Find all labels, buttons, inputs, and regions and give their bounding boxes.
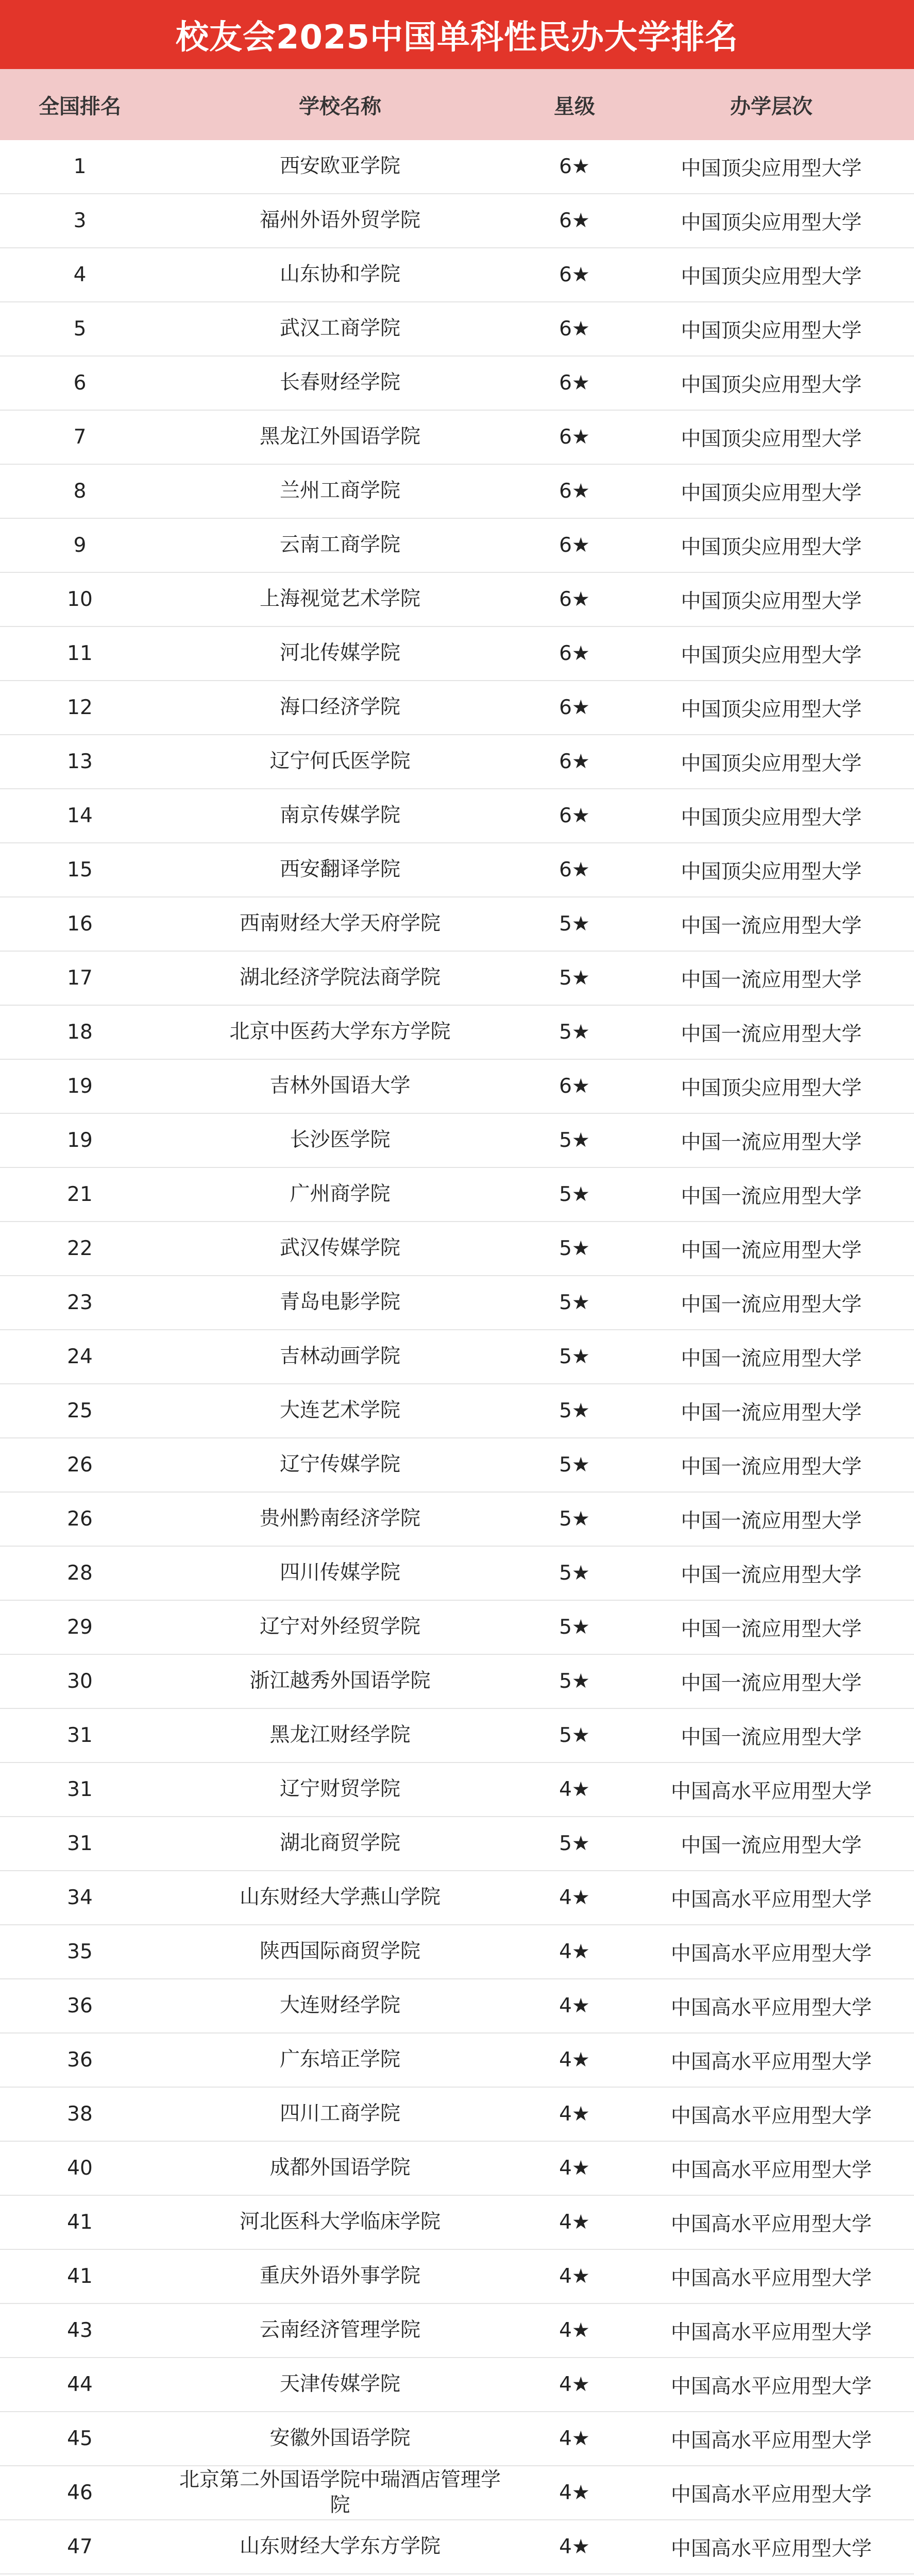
level-cell: 中国顶尖应用型大学 bbox=[681, 643, 862, 667]
rank-cell: 44 bbox=[67, 2373, 93, 2396]
rank-cell: 47 bbox=[67, 2535, 93, 2558]
rank-cell: 23 bbox=[67, 1291, 93, 1314]
school-name-cell: 武汉传媒学院 bbox=[279, 1236, 400, 1260]
level-cell: 中国高水平应用型大学 bbox=[670, 2537, 872, 2561]
star-level-cell: 5★ bbox=[559, 912, 590, 936]
school-name-cell: 四川传媒学院 bbox=[279, 1561, 400, 1585]
page-title: 校友会2025中国单科性民办大学排名 bbox=[0, 0, 914, 69]
school-name-cell: 浙江越秀外国语学院 bbox=[249, 1669, 431, 1693]
level-cell: 中国顶尖应用型大学 bbox=[681, 535, 862, 559]
star-level-cell: 6★ bbox=[559, 263, 590, 286]
rank-cell: 18 bbox=[67, 1021, 93, 1044]
level-cell: 中国高水平应用型大学 bbox=[670, 1942, 872, 1965]
star-level-cell: 5★ bbox=[559, 1562, 590, 1585]
star-level-cell: 5★ bbox=[559, 1724, 590, 1747]
table-row bbox=[0, 2088, 914, 2142]
level-cell: 中国一流应用型大学 bbox=[681, 1347, 862, 1370]
table-row bbox=[0, 2358, 914, 2412]
table-row bbox=[0, 2250, 914, 2304]
school-name-cell: 广东培正学院 bbox=[279, 2048, 400, 2072]
star-level-cell: 6★ bbox=[559, 371, 590, 395]
school-name-cell: 安徽外国语学院 bbox=[269, 2427, 411, 2450]
school-name-cell: 兰州工商学院 bbox=[279, 479, 400, 503]
school-name-cell: 海口经济学院 bbox=[279, 696, 400, 719]
rank-cell: 36 bbox=[67, 2048, 93, 2072]
level-cell: 中国顶尖应用型大学 bbox=[681, 481, 862, 505]
star-level-cell: 5★ bbox=[559, 967, 590, 990]
school-name-cell: 北京第二外国语学院中瑞酒店管理学院 bbox=[179, 2468, 501, 2517]
school-name-cell: 长沙医学院 bbox=[290, 1128, 391, 1152]
table-row bbox=[0, 411, 914, 465]
school-name-cell: 湖北商贸学院 bbox=[279, 1832, 400, 1855]
table-row bbox=[0, 519, 914, 573]
star-level-cell: 4★ bbox=[559, 2265, 590, 2288]
rank-cell: 28 bbox=[67, 1562, 93, 1585]
star-level-cell: 6★ bbox=[559, 480, 590, 503]
level-cell: 中国顶尖应用型大学 bbox=[681, 1076, 862, 1100]
table-row bbox=[0, 140, 914, 194]
school-name-cell: 湖北经济学院法商学院 bbox=[239, 966, 441, 990]
star-level-cell: 5★ bbox=[559, 1345, 590, 1368]
rank-cell: 21 bbox=[67, 1183, 93, 1206]
rank-cell: 43 bbox=[67, 2319, 93, 2342]
school-name-cell: 云南经济管理学院 bbox=[259, 2318, 420, 2342]
table-row bbox=[0, 1060, 914, 1114]
level-cell: 中国高水平应用型大学 bbox=[670, 2104, 872, 2128]
table-row bbox=[0, 1114, 914, 1168]
table-row bbox=[0, 1817, 914, 1871]
rank-cell: 34 bbox=[67, 1886, 93, 1909]
level-cell: 中国一流应用型大学 bbox=[681, 1130, 862, 1154]
rank-cell: 15 bbox=[67, 858, 93, 882]
rank-cell: 1 bbox=[73, 155, 87, 178]
level-cell: 中国高水平应用型大学 bbox=[670, 2483, 872, 2506]
star-level-cell: 5★ bbox=[559, 1453, 590, 1477]
ranking-table-body bbox=[0, 140, 914, 2576]
rank-cell: 12 bbox=[67, 696, 93, 719]
rank-cell: 7 bbox=[73, 426, 87, 449]
table-row bbox=[0, 2196, 914, 2250]
star-level-cell: 4★ bbox=[559, 2103, 590, 2126]
star-level-cell: 6★ bbox=[559, 209, 590, 232]
level-cell: 中国一流应用型大学 bbox=[681, 1725, 862, 1749]
school-name-cell: 北京中医药大学东方学院 bbox=[229, 1020, 451, 1044]
star-level-cell: 6★ bbox=[559, 317, 590, 341]
rank-cell: 22 bbox=[67, 1237, 93, 1260]
table-row bbox=[0, 2142, 914, 2196]
school-name-cell: 吉林动画学院 bbox=[279, 1345, 400, 1368]
header-level: 办学层次 bbox=[730, 94, 813, 118]
star-level-cell: 5★ bbox=[559, 1507, 590, 1531]
table-row bbox=[0, 194, 914, 248]
table-row bbox=[0, 1384, 914, 1438]
table-row bbox=[0, 248, 914, 302]
school-name-cell: 山东财经大学燕山学院 bbox=[239, 1886, 441, 1909]
star-level-cell: 4★ bbox=[559, 2373, 590, 2396]
table-row bbox=[0, 897, 914, 952]
rank-cell: 31 bbox=[67, 1832, 93, 1855]
star-level-cell: 4★ bbox=[559, 1940, 590, 1963]
table-row bbox=[0, 1871, 914, 1925]
rank-cell: 38 bbox=[67, 2103, 93, 2126]
rank-cell: 19 bbox=[67, 1129, 93, 1152]
rank-cell: 9 bbox=[73, 534, 87, 557]
school-name-cell: 黑龙江财经学院 bbox=[269, 1723, 411, 1747]
table-row bbox=[0, 302, 914, 357]
level-cell: 中国一流应用型大学 bbox=[681, 1184, 862, 1208]
school-name-cell: 西南财经大学天府学院 bbox=[239, 912, 441, 936]
level-cell: 中国高水平应用型大学 bbox=[670, 1888, 872, 1911]
level-cell: 中国高水平应用型大学 bbox=[670, 2050, 872, 2074]
rank-cell: 30 bbox=[67, 1670, 93, 1693]
rank-cell: 10 bbox=[67, 588, 93, 611]
star-level-cell: 5★ bbox=[559, 1237, 590, 1260]
level-cell: 中国高水平应用型大学 bbox=[670, 2158, 872, 2182]
level-cell: 中国顶尖应用型大学 bbox=[681, 157, 862, 180]
rank-cell: 19 bbox=[67, 1075, 93, 1098]
star-level-cell: 6★ bbox=[559, 696, 590, 719]
star-level-cell: 5★ bbox=[559, 1183, 590, 1206]
level-cell: 中国高水平应用型大学 bbox=[670, 2375, 872, 2398]
school-name-cell: 陕西国际商贸学院 bbox=[259, 1940, 420, 1963]
rank-cell: 14 bbox=[67, 804, 93, 827]
table-row bbox=[0, 1222, 914, 1276]
rank-cell: 31 bbox=[67, 1778, 93, 1801]
level-cell: 中国一流应用型大学 bbox=[681, 1509, 862, 1533]
school-name-cell: 西安欧亚学院 bbox=[279, 155, 400, 178]
rank-cell: 3 bbox=[73, 209, 87, 232]
star-level-cell: 4★ bbox=[559, 2535, 590, 2558]
star-level-cell: 5★ bbox=[559, 1399, 590, 1422]
star-level-cell: 6★ bbox=[559, 858, 590, 882]
rank-cell: 46 bbox=[67, 2481, 93, 2504]
table-row bbox=[0, 627, 914, 681]
rank-cell: 41 bbox=[67, 2265, 93, 2288]
rank-cell: 31 bbox=[67, 1724, 93, 1747]
star-level-cell: 6★ bbox=[559, 804, 590, 827]
level-cell: 中国顶尖应用型大学 bbox=[681, 265, 862, 289]
rank-cell: 17 bbox=[67, 967, 93, 990]
school-name-cell: 云南工商学院 bbox=[279, 533, 400, 557]
level-cell: 中国高水平应用型大学 bbox=[670, 2429, 872, 2452]
school-name-cell: 河北医科大学临床学院 bbox=[239, 2210, 441, 2234]
level-cell: 中国一流应用型大学 bbox=[681, 968, 862, 992]
table-row bbox=[0, 357, 914, 411]
school-name-cell: 辽宁财贸学院 bbox=[279, 1777, 400, 1801]
star-level-cell: 6★ bbox=[559, 1075, 590, 1098]
star-level-cell: 5★ bbox=[559, 1021, 590, 1044]
school-name-cell: 辽宁对外经贸学院 bbox=[259, 1615, 420, 1639]
star-level-cell: 4★ bbox=[559, 2427, 590, 2450]
school-name-cell: 青岛电影学院 bbox=[279, 1291, 400, 1314]
school-name-cell: 武汉工商学院 bbox=[279, 317, 400, 341]
school-name-cell: 广州商学院 bbox=[290, 1182, 391, 1206]
rank-cell: 24 bbox=[67, 1345, 93, 1368]
level-cell: 中国顶尖应用型大学 bbox=[681, 319, 862, 343]
table-row bbox=[0, 465, 914, 519]
school-name-cell: 大连财经学院 bbox=[279, 1994, 400, 2018]
star-level-cell: 4★ bbox=[559, 2048, 590, 2072]
table-row bbox=[0, 843, 914, 897]
rank-cell: 26 bbox=[67, 1507, 93, 1531]
table-row bbox=[0, 2033, 914, 2088]
level-cell: 中国一流应用型大学 bbox=[681, 1455, 862, 1479]
level-cell: 中国顶尖应用型大学 bbox=[681, 427, 862, 451]
table-row bbox=[0, 1006, 914, 1060]
level-cell: 中国一流应用型大学 bbox=[681, 1563, 862, 1587]
school-name-cell: 上海视觉艺术学院 bbox=[259, 587, 420, 611]
level-cell: 中国一流应用型大学 bbox=[681, 1401, 862, 1425]
star-level-cell: 4★ bbox=[559, 1886, 590, 1909]
rank-cell: 4 bbox=[73, 263, 87, 286]
table-row bbox=[0, 1763, 914, 1817]
table-row bbox=[0, 1276, 914, 1330]
table-row bbox=[0, 2304, 914, 2358]
table-row bbox=[0, 2520, 914, 2574]
star-level-cell: 4★ bbox=[559, 2481, 590, 2504]
table-row bbox=[0, 789, 914, 843]
rank-cell: 36 bbox=[67, 1994, 93, 2018]
star-level-cell: 4★ bbox=[559, 2211, 590, 2234]
star-level-cell: 6★ bbox=[559, 642, 590, 665]
header-name: 学校名称 bbox=[299, 94, 381, 118]
level-cell: 中国一流应用型大学 bbox=[681, 1293, 862, 1316]
level-cell: 中国高水平应用型大学 bbox=[670, 2320, 872, 2344]
rank-cell: 40 bbox=[67, 2157, 93, 2180]
table-header bbox=[0, 69, 914, 140]
table-row bbox=[0, 1438, 914, 1493]
header-rank: 全国排名 bbox=[39, 94, 121, 118]
star-level-cell: 6★ bbox=[559, 588, 590, 611]
table-row bbox=[0, 1601, 914, 1655]
rank-cell: 29 bbox=[67, 1616, 93, 1639]
level-cell: 中国一流应用型大学 bbox=[681, 1671, 862, 1695]
level-cell: 中国一流应用型大学 bbox=[681, 1834, 862, 1857]
table-row bbox=[0, 1979, 914, 2033]
star-level-cell: 6★ bbox=[559, 426, 590, 449]
star-level-cell: 5★ bbox=[559, 1832, 590, 1855]
rank-cell: 13 bbox=[67, 750, 93, 773]
table-row bbox=[0, 1925, 914, 1979]
header-stars: 星级 bbox=[554, 94, 595, 118]
rank-cell: 45 bbox=[67, 2427, 93, 2450]
rank-cell: 41 bbox=[67, 2211, 93, 2234]
level-cell: 中国一流应用型大学 bbox=[681, 1022, 862, 1046]
school-name-cell: 长春财经学院 bbox=[279, 371, 400, 395]
star-level-cell: 5★ bbox=[559, 1616, 590, 1639]
level-cell: 中国一流应用型大学 bbox=[681, 1239, 862, 1262]
level-cell: 中国顶尖应用型大学 bbox=[681, 589, 862, 613]
school-name-cell: 贵州黔南经济学院 bbox=[259, 1507, 420, 1531]
rank-cell: 6 bbox=[73, 371, 87, 395]
star-level-cell: 4★ bbox=[559, 2319, 590, 2342]
star-level-cell: 6★ bbox=[559, 534, 590, 557]
school-name-cell: 山东财经大学东方学院 bbox=[239, 2535, 441, 2558]
star-level-cell: 4★ bbox=[559, 2157, 590, 2180]
level-cell: 中国顶尖应用型大学 bbox=[681, 860, 862, 884]
school-name-cell: 重庆外语外事学院 bbox=[259, 2264, 420, 2288]
table-row bbox=[0, 2466, 914, 2520]
star-level-cell: 5★ bbox=[559, 1129, 590, 1152]
star-level-cell: 4★ bbox=[559, 1994, 590, 2018]
table-row bbox=[0, 1655, 914, 1709]
rank-cell: 11 bbox=[67, 642, 93, 665]
table-row bbox=[0, 1493, 914, 1547]
table-row bbox=[0, 1709, 914, 1763]
level-cell: 中国高水平应用型大学 bbox=[670, 2266, 872, 2290]
school-name-cell: 山东协和学院 bbox=[279, 263, 400, 286]
level-cell: 中国高水平应用型大学 bbox=[670, 1996, 872, 2020]
level-cell: 中国高水平应用型大学 bbox=[670, 2212, 872, 2236]
table-row bbox=[0, 1330, 914, 1384]
table-row bbox=[0, 1168, 914, 1222]
star-level-cell: 4★ bbox=[559, 1778, 590, 1801]
school-name-cell: 辽宁何氏医学院 bbox=[269, 750, 411, 773]
level-cell: 中国一流应用型大学 bbox=[681, 914, 862, 938]
table-row bbox=[0, 952, 914, 1006]
rank-cell: 8 bbox=[73, 480, 87, 503]
rank-cell: 5 bbox=[73, 317, 87, 341]
rank-cell: 35 bbox=[67, 1940, 93, 1963]
star-level-cell: 5★ bbox=[559, 1291, 590, 1314]
level-cell: 中国顶尖应用型大学 bbox=[681, 211, 862, 234]
table-row bbox=[0, 573, 914, 627]
level-cell: 中国顶尖应用型大学 bbox=[681, 752, 862, 775]
star-level-cell: 6★ bbox=[559, 155, 590, 178]
school-name-cell: 河北传媒学院 bbox=[279, 641, 400, 665]
school-name-cell: 辽宁传媒学院 bbox=[279, 1453, 400, 1477]
school-name-cell: 成都外国语学院 bbox=[269, 2156, 411, 2180]
school-name-cell: 四川工商学院 bbox=[279, 2102, 400, 2126]
level-cell: 中国一流应用型大学 bbox=[681, 1617, 862, 1641]
school-name-cell: 天津传媒学院 bbox=[279, 2372, 400, 2396]
star-level-cell: 6★ bbox=[559, 750, 590, 773]
school-name-cell: 黑龙江外国语学院 bbox=[259, 425, 420, 449]
rank-cell: 25 bbox=[67, 1399, 93, 1422]
school-name-cell: 大连艺术学院 bbox=[279, 1399, 400, 1422]
star-level-cell: 5★ bbox=[559, 1670, 590, 1693]
level-cell: 中国顶尖应用型大学 bbox=[681, 698, 862, 721]
school-name-cell: 吉林外国语大学 bbox=[269, 1074, 411, 1098]
table-row bbox=[0, 2412, 914, 2466]
rank-cell: 26 bbox=[67, 1453, 93, 1477]
table-row bbox=[0, 1547, 914, 1601]
table-row bbox=[0, 735, 914, 789]
table-row bbox=[0, 681, 914, 735]
rank-cell: 16 bbox=[67, 912, 93, 936]
level-cell: 中国高水平应用型大学 bbox=[670, 1780, 872, 1803]
school-name-cell: 福州外语外贸学院 bbox=[259, 209, 420, 232]
school-name-cell: 南京传媒学院 bbox=[279, 804, 400, 827]
school-name-cell: 西安翻译学院 bbox=[279, 858, 400, 882]
level-cell: 中国顶尖应用型大学 bbox=[681, 373, 862, 397]
level-cell: 中国顶尖应用型大学 bbox=[681, 806, 862, 829]
